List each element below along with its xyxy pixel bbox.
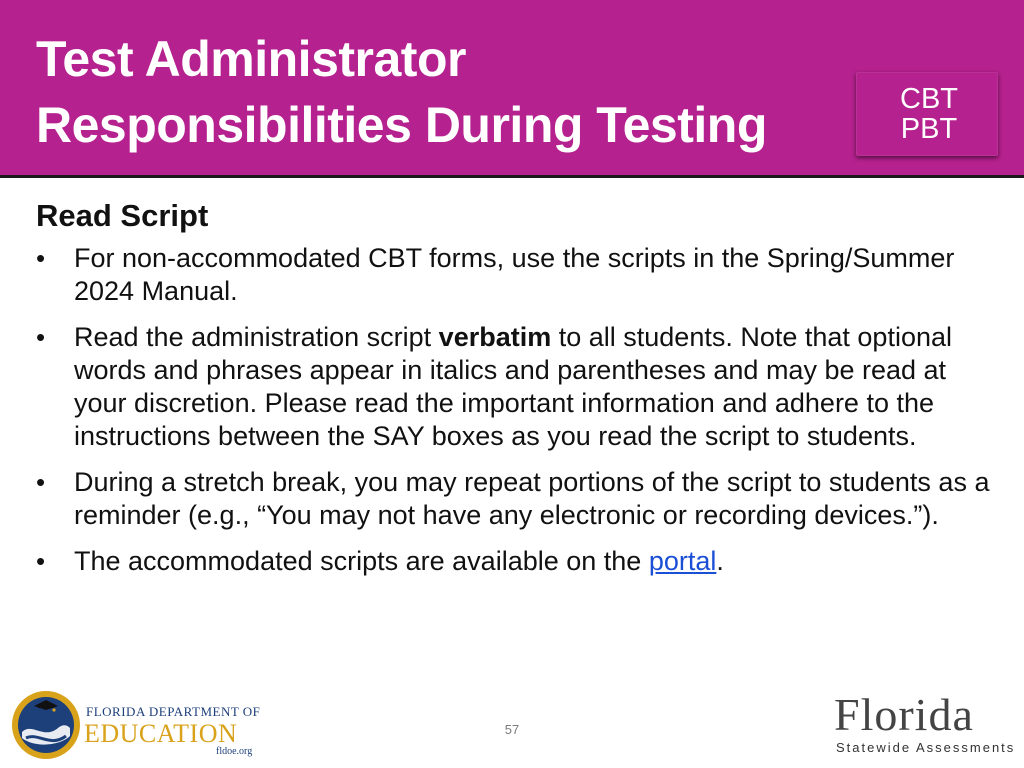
bullet-text-pre: The accommodated scripts are available on the — [74, 546, 649, 576]
title-line-1: Test Administrator — [36, 31, 466, 87]
fldoe-seal-icon — [10, 688, 270, 762]
fldoe-text-line2: EDUCATION — [84, 719, 238, 748]
mode-pbt: PBT — [900, 113, 958, 145]
fldoe-logo — [10, 688, 270, 762]
bullet-emphasis: verbatim — [438, 322, 552, 352]
bullet-text: For non-accommodated CBT forms, use the scripts in the Spring/Summer 2024 Manual. — [74, 243, 955, 306]
fl-assess-wordmark: Florida — [834, 689, 974, 740]
bullet-icon: • — [36, 546, 46, 576]
bullet-text: During a stretch break, you may repeat portions of the script to students as a reminder (e.g., “You may not have any electronic or recording devices.”). — [74, 467, 990, 530]
bullet-text-post: to all students. Note that optional words and phrases appear in italics and parentheses and may be read at your discretion. Please read the important information and adhere to the instructions between the SAY boxes as you read the script to students. — [74, 322, 952, 451]
bullet-list — [36, 242, 996, 578]
fldoe-text-line1: FLORIDA DEPARTMENT OF — [86, 704, 261, 719]
bullet-item — [36, 545, 996, 578]
portal-link[interactable]: portal — [648, 546, 717, 576]
section-heading: Read Script — [36, 198, 209, 233]
bullet-icon: • — [36, 467, 46, 497]
bullet-item — [36, 242, 996, 308]
slide-title — [36, 26, 836, 158]
title-line-2: Responsibilities During Testing — [36, 97, 767, 153]
test-mode-badge — [856, 72, 998, 156]
bullet-item — [36, 466, 996, 532]
fldoe-url: fldoe.org — [216, 746, 253, 757]
fl-statewide-assessments-logo — [834, 689, 1016, 758]
bullet-icon: • — [36, 243, 46, 273]
bullet-text-post: . — [716, 546, 724, 576]
title-banner — [0, 0, 1024, 178]
slide-body — [36, 196, 996, 591]
mode-cbt: CBT — [900, 83, 958, 115]
page-number: 57 — [504, 722, 520, 737]
bullet-icon: • — [36, 322, 46, 352]
bullet-item — [36, 321, 996, 453]
fl-assess-subtitle: Statewide Assessments — [836, 740, 1016, 755]
bullet-text-pre: Read the administration script — [74, 322, 439, 352]
